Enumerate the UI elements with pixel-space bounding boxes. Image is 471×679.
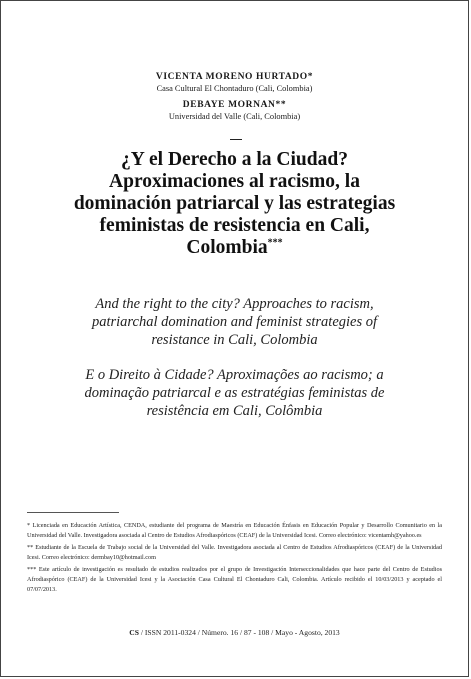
- subtitle-line: dominação patriarcal e as estratégias feministas de: [84, 385, 385, 401]
- title-last-word: Colombia: [186, 237, 268, 258]
- footnote-rule: [27, 512, 119, 513]
- title-line: [41, 237, 428, 259]
- title-line: ¿Y el Derecho a la Ciudad?: [121, 149, 348, 170]
- subtitle-line: And the right to the city? Approaches to racism,: [95, 296, 374, 312]
- author-name: VICENTA MORENO HURTADO*: [155, 72, 314, 82]
- page-footer: [1, 628, 468, 637]
- author-1: [1, 71, 468, 94]
- author-affiliation: Universidad del Valle (Cali, Colombia): [168, 112, 301, 121]
- subtitle-line: resistance in Cali, Colombia: [151, 332, 318, 348]
- subtitle-line: resistência em Cali, Colômbia: [146, 403, 323, 419]
- author-2: [1, 99, 468, 122]
- title-line: dominación patriarcal y las estrategias: [73, 193, 396, 214]
- subtitle-line: patriarchal domination and feminist strategies of: [91, 314, 378, 330]
- author-affiliation: Casa Cultural El Chontaduro (Cali, Colombia): [156, 84, 313, 93]
- journal-issue-info: / ISSN 2011-0324 / Número. 16 / 87 - 108 / Mayo - Agosto, 2013: [138, 628, 340, 637]
- author-name: DEBAYE MORNAN**: [182, 100, 287, 110]
- subtitle-portuguese: [51, 366, 418, 420]
- subtitle-line: E o Direito à Cidade? Aproximações ao racismo; a: [85, 367, 384, 383]
- article-title: [41, 149, 428, 259]
- title-line: feministas de resistencia en Cali,: [99, 215, 370, 236]
- title-line: Aproximaciones al racismo, la: [109, 171, 360, 192]
- footnote-1: * Licenciada en Educación Artística, CENDA, estudiante del programa de Maestría en Educación Énfasis en Educación Popular y Desarrollo Comunitario en la Universidad del Valle. Investigadora asociada al Centro de Estudios Afrodiaspóricos (CEAF) de la Universidad Icesi. Correo electrónico: vicentamh@yahoo.es: [27, 522, 442, 539]
- footnote-2: ** Estudiante de la Escuela de Trabajo social de la Universidad del Valle. Investigadora asociada al Centro de Estudios Afrodiaspóricos (CEAF) de la Universidad Icesi. Correo electrónico: dermbay10@hotmail.com: [27, 544, 442, 561]
- separator-dash: [230, 139, 242, 140]
- authors: [1, 71, 468, 122]
- footnote-3: *** Este artículo de investigación es resultado de estudios realizados por el grupo de Investigación Interseccionalidades que hace parte del Centro de Estudios Afrodiaspórico (CEAF) de la Universidad Icesi y la Asociación Casa Cultural El Chontaduro Cali, Colombia. Artículo recibido el 10/03/2013 y aceptado el 07/07/2013.: [27, 566, 442, 593]
- subtitle-english: [51, 295, 418, 349]
- journal-abbrev: CS: [129, 628, 139, 637]
- footnotes: [27, 521, 442, 594]
- title-footnote-marker: ***: [267, 237, 283, 249]
